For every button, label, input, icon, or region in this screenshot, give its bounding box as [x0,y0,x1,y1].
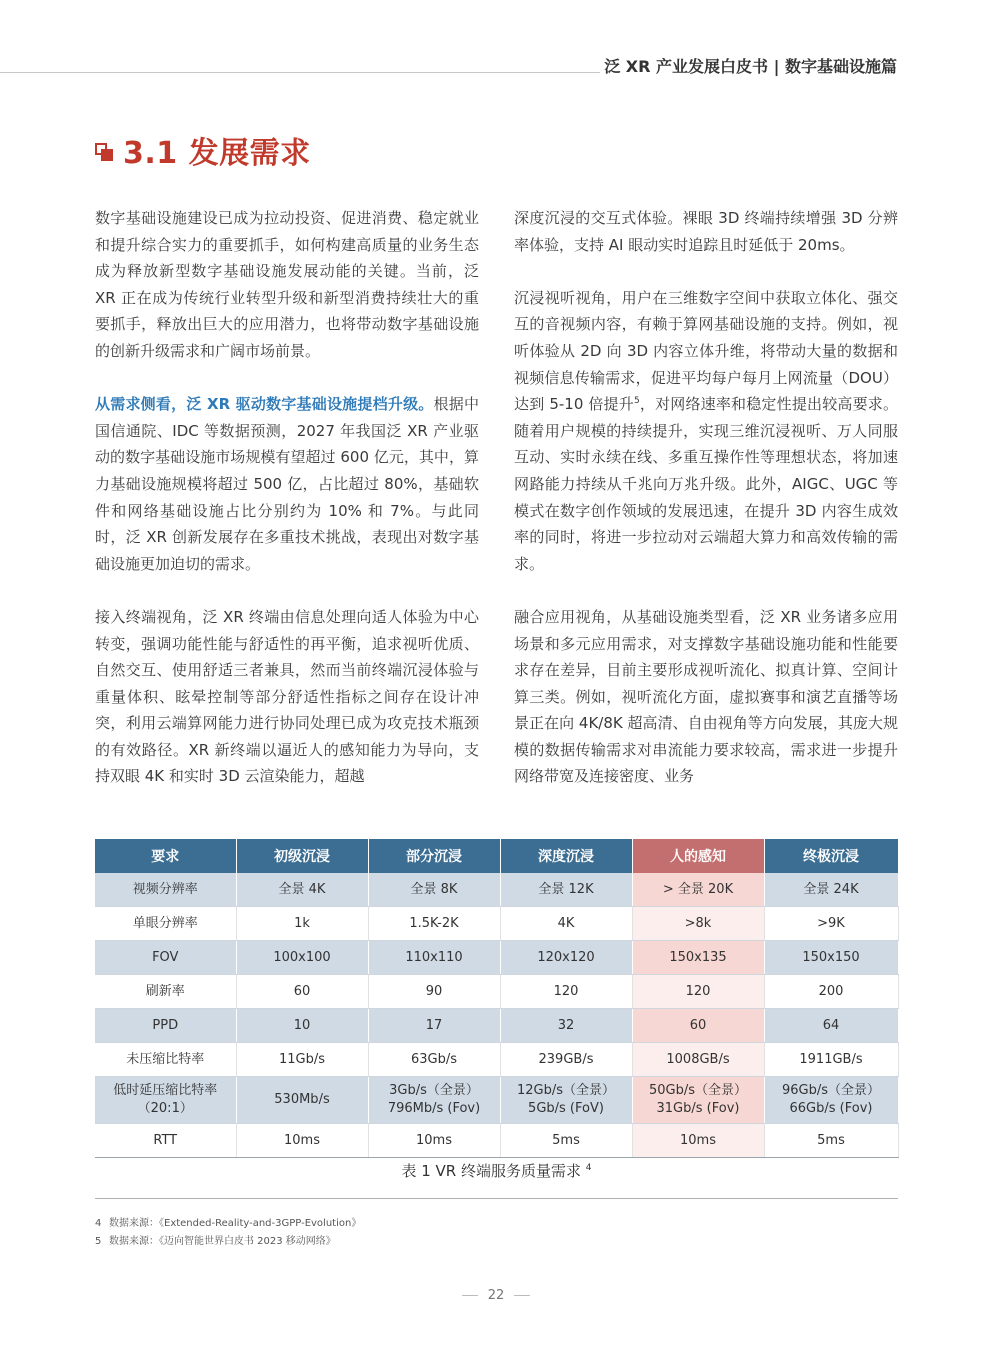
paragraph [514,285,898,578]
paragraph [95,391,479,577]
caption-text: 表 1 VR 终端服务质量需求 [401,1162,582,1180]
paragraph-text: ，对网络速率和稳定性提出较高要求。随着用户规模的持续提升，实现三维沉浸视听、万人同服互动、实时永续在线、多重互操作性等理想状态，将加速网路能力持续从千兆向万兆升级。此外，AIGC、UGC 等模式在数字创作领域的发展迅速，在提升 3D 内容生成效率的同时，将进一步拉动对云端超大算力和高效传输的需求。 [514,395,898,573]
table-cell: 全景 8K [368,873,500,907]
row-label: RTT [95,1124,236,1158]
table-cell: 1.5K-2K [368,907,500,941]
table-cell: 5ms [500,1124,632,1158]
table-cell: 12Gb/s（全景） 5Gb/s (FoV) [500,1077,632,1124]
header-title: 泛 XR 产业发展白皮书 | 数字基础设施篇 [604,57,897,76]
table-cell: 1008GB/s [632,1043,764,1077]
footnote-number: 5 [95,1236,102,1247]
table-header: 部分沉浸 [368,839,500,873]
row-label: 视频分辨率 [95,873,236,907]
row-label: 刷新率 [95,975,236,1009]
table-cell: 全景 4K [236,873,368,907]
row-label: 单眼分辨率 [95,907,236,941]
table-cell: 150x150 [764,941,898,975]
table-cell: 530Mb/s [236,1077,368,1124]
table-row [95,1124,898,1158]
table-cell: 5ms [764,1124,898,1158]
table-cell: 3Gb/s（全景） 796Mb/s (Fov) [368,1077,500,1124]
table-caption [95,1160,898,1181]
section-title: 3.1 发展需求 [123,136,311,171]
table-cell: 全景 12K [500,873,632,907]
header-rule [0,72,600,73]
table-row [95,941,898,975]
table-cell: 32 [500,1009,632,1043]
footnote [95,1232,336,1247]
divider [462,1295,478,1296]
table-cell: 200 [764,975,898,1009]
table-cell: 150x135 [632,941,764,975]
table-cell: 120 [632,975,764,1009]
table-row [95,1009,898,1043]
footnote-text: 数据来源：《迈向智能世界白皮书 2023 移动网络》 [109,1236,336,1247]
table-cell: 96Gb/s（全景） 66Gb/s (Fov) [764,1077,898,1124]
paragraph-text: 沉浸视听视角，用户在三维数字空间中获取立体化、强交互的音视频内容，有赖于算网基础设施的支持。例如，视听体验从 2D 向 3D 内容立体升维，将带动大量的数据和视频信息传输需求，促进平均每户每月上网流量（DOU）达到 5-10 倍提升 [514,288,898,414]
table-row [95,975,898,1009]
table-cell: 50Gb/s（全景） 31Gb/s (Fov) [632,1077,764,1124]
left-column [95,205,479,817]
row-label: 低时延压缩比特率 （20:1） [95,1077,236,1124]
highlight-text: 从需求侧看，泛 XR 驱动数字基础设施提档升级。 [95,395,434,414]
table-cell: 64 [764,1009,898,1043]
paragraph: 数字基础设施建设已成为拉动投资、促进消费、稳定就业和提升综合实力的重要抓手，如何构建高质量的业务生态成为释放新型数字基础设施发展动能的关键。当前，泛 XR 正在成为传统行业转型升级和新型消费持续壮大的重要抓手，释放出巨大的应用潜力，也将带动数字基础设施的创新升级需求和广阔市场前景。 [95,209,479,360]
paragraph-text: 根据中国信通院、IDC 等数据预测，2027 年我国泛 XR 产业驱动的数字基础设施市场规模有望超过 600 亿元，其中，算力基础设施规模将超过 500 亿，占比超过 80%，基础软件和网络基础设施占比分别约为 10% 和 7%。与此同时，泛 XR 创新发展存在多重技术挑战，表现出对数字基础设施更加迫切的需求。 [95,395,479,573]
table-header: 要求 [95,839,236,873]
table-cell: 100x100 [236,941,368,975]
footnote-ref[interactable]: 4 [585,1163,592,1173]
footnote-rule [95,1198,898,1199]
table-cell: 10 [236,1009,368,1043]
footnote-text: 数据来源：《Extended-Reality-and-3GPP-Evolution》 [109,1218,362,1229]
table-cell: 11Gb/s [236,1043,368,1077]
row-label: PPD [95,1009,236,1043]
table-row [95,1043,898,1077]
table-cell: 110x110 [368,941,500,975]
table-header: 人的感知 [632,839,764,873]
right-column [514,205,898,817]
table-header-row [95,839,898,873]
table-cell: 10ms [236,1124,368,1158]
footnote-ref[interactable]: 5 [633,396,640,407]
footnote [95,1214,361,1229]
table-cell: 120x120 [500,941,632,975]
table-cell: 17 [368,1009,500,1043]
divider [514,1295,530,1296]
table-header: 终极沉浸 [764,839,898,873]
square-bullet-icon [95,143,113,161]
table-cell: 10ms [632,1124,764,1158]
table-row [95,873,898,907]
row-label: 未压缩比特率 [95,1043,236,1077]
table-cell: 90 [368,975,500,1009]
table-row [95,907,898,941]
table-header: 深度沉浸 [500,839,632,873]
table-cell: 239GB/s [500,1043,632,1077]
paragraph: 接入终端视角，泛 XR 终端由信息处理向适人体验为中心转变，强调功能性能与舒适性的再平衡，追求视听优质、自然交互、使用舒适三者兼具，然而当前终端沉浸体验与重量体积、眩晕控制等部分舒适性指标之间存在设计冲突，利用云端算网能力进行协同处理已成为攻克技术瓶颈的有效路径。XR 新终端以逼近人的感知能力为导向，支持双眼 4K 和实时 3D 云渲染能力，超越 [95,607,479,786]
table-cell: 60 [236,975,368,1009]
table-cell: >9K [764,907,898,941]
vr-requirements-table [95,839,899,1158]
table-cell: >8k [632,907,764,941]
table-row [95,1077,898,1124]
table-cell: 4K [500,907,632,941]
table-header: 初级沉浸 [236,839,368,873]
table-cell: 全景 24K [764,873,898,907]
section-heading [95,128,311,172]
row-label: FOV [95,941,236,975]
paragraph: 融合应用视角，从基础设施类型看，泛 XR 业务诸多应用场景和多元应用需求，对支撑数字基础设施功能和性能要求存在差异，目前主要形成视听流化、拟真计算、空间计算三类。例如，视听流化方面，虚拟赛事和演艺直播等场景正在向 4K/8K 超高清、自由视角等方向发展，其庞大规模的数据传输需求对串流能力要求较高，需求进一步提升网络带宽及连接密度、业务 [514,607,898,786]
table-cell: 63Gb/s [368,1043,500,1077]
table-cell: 1911GB/s [764,1043,898,1077]
table-cell: > 全景 20K [632,873,764,907]
page-number [0,1288,992,1303]
table-cell: 10ms [368,1124,500,1158]
page-number-text: 22 [487,1288,505,1303]
paragraph: 深度沉浸的交互式体验。裸眼 3D 终端持续增强 3D 分辨率体验，支持 AI 眼动实时追踪且时延低于 20ms。 [514,209,898,254]
footnote-number: 4 [95,1218,102,1229]
table-cell: 1k [236,907,368,941]
table-cell: 60 [632,1009,764,1043]
table-cell: 120 [500,975,632,1009]
